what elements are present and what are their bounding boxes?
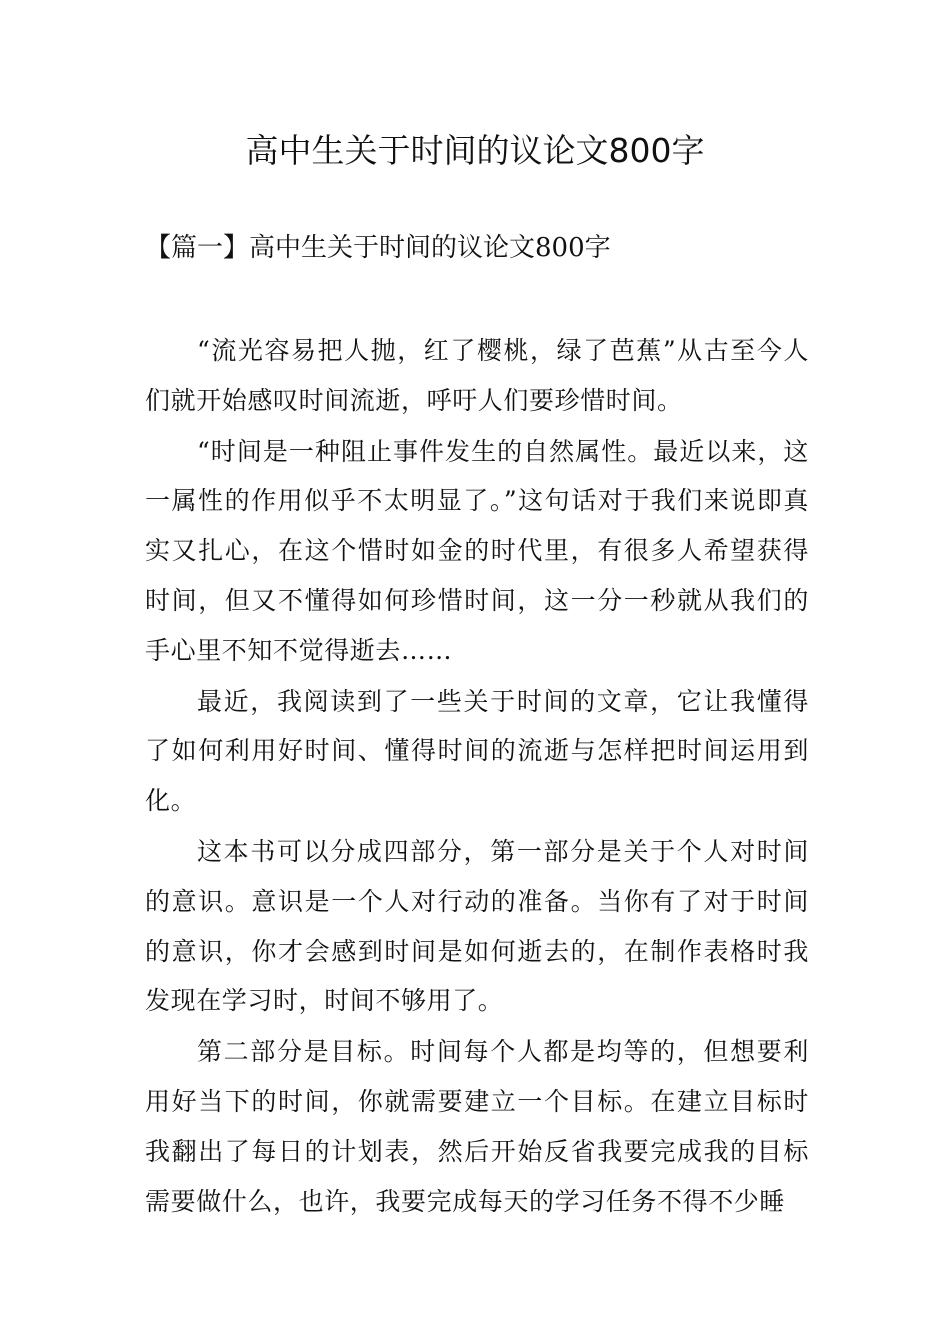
paragraph: “时间是一种阻止事件发生的自然属性。最近以来，这一属性的作用似乎不太明显了。”这句话对于我们来说即真实又扎心，在这个惜时如金的时代里，有很多人希望获得时间，但又不懂得如何珍惜时间，这一分一秒就从我们的手心里不知不觉得逝去…… — [145, 436, 809, 665]
paragraph: 这本书可以分成四部分，第一部分是关于个人对时间的意识。意识是一个人对行动的准备。当你有了对于时间的意识，你才会感到时间是如何逝去的，在制作表格时我发现在学习时，时间不够用了。 — [145, 836, 809, 1016]
paragraph: “流光容易把人抛，红了樱桃，绿了芭蕉”从古至今人们就开始感叹时间流逝，呼吁人们要珍惜时间。 — [145, 336, 809, 415]
document-title: 高中生关于时间的议论文800字 — [245, 131, 705, 170]
section-heading: 【篇一】高中生关于时间的议论文800字 — [145, 233, 611, 263]
paragraph: 最近，我阅读到了一些关于时间的文章，它让我懂得了如何利用好时间、懂得时间的流逝与怎样把时间运用到化。 — [145, 686, 809, 816]
document-body — [145, 326, 809, 1227]
paragraph: 第二部分是目标。时间每个人都是均等的，但想要利用好当下的时间，你就需要建立一个目标。在建立目标时我翻出了每日的计划表，然后开始反省我要完成我的目标需要做什么，也许，我要完成每天的学习任务不得不少睡 — [145, 1037, 809, 1216]
